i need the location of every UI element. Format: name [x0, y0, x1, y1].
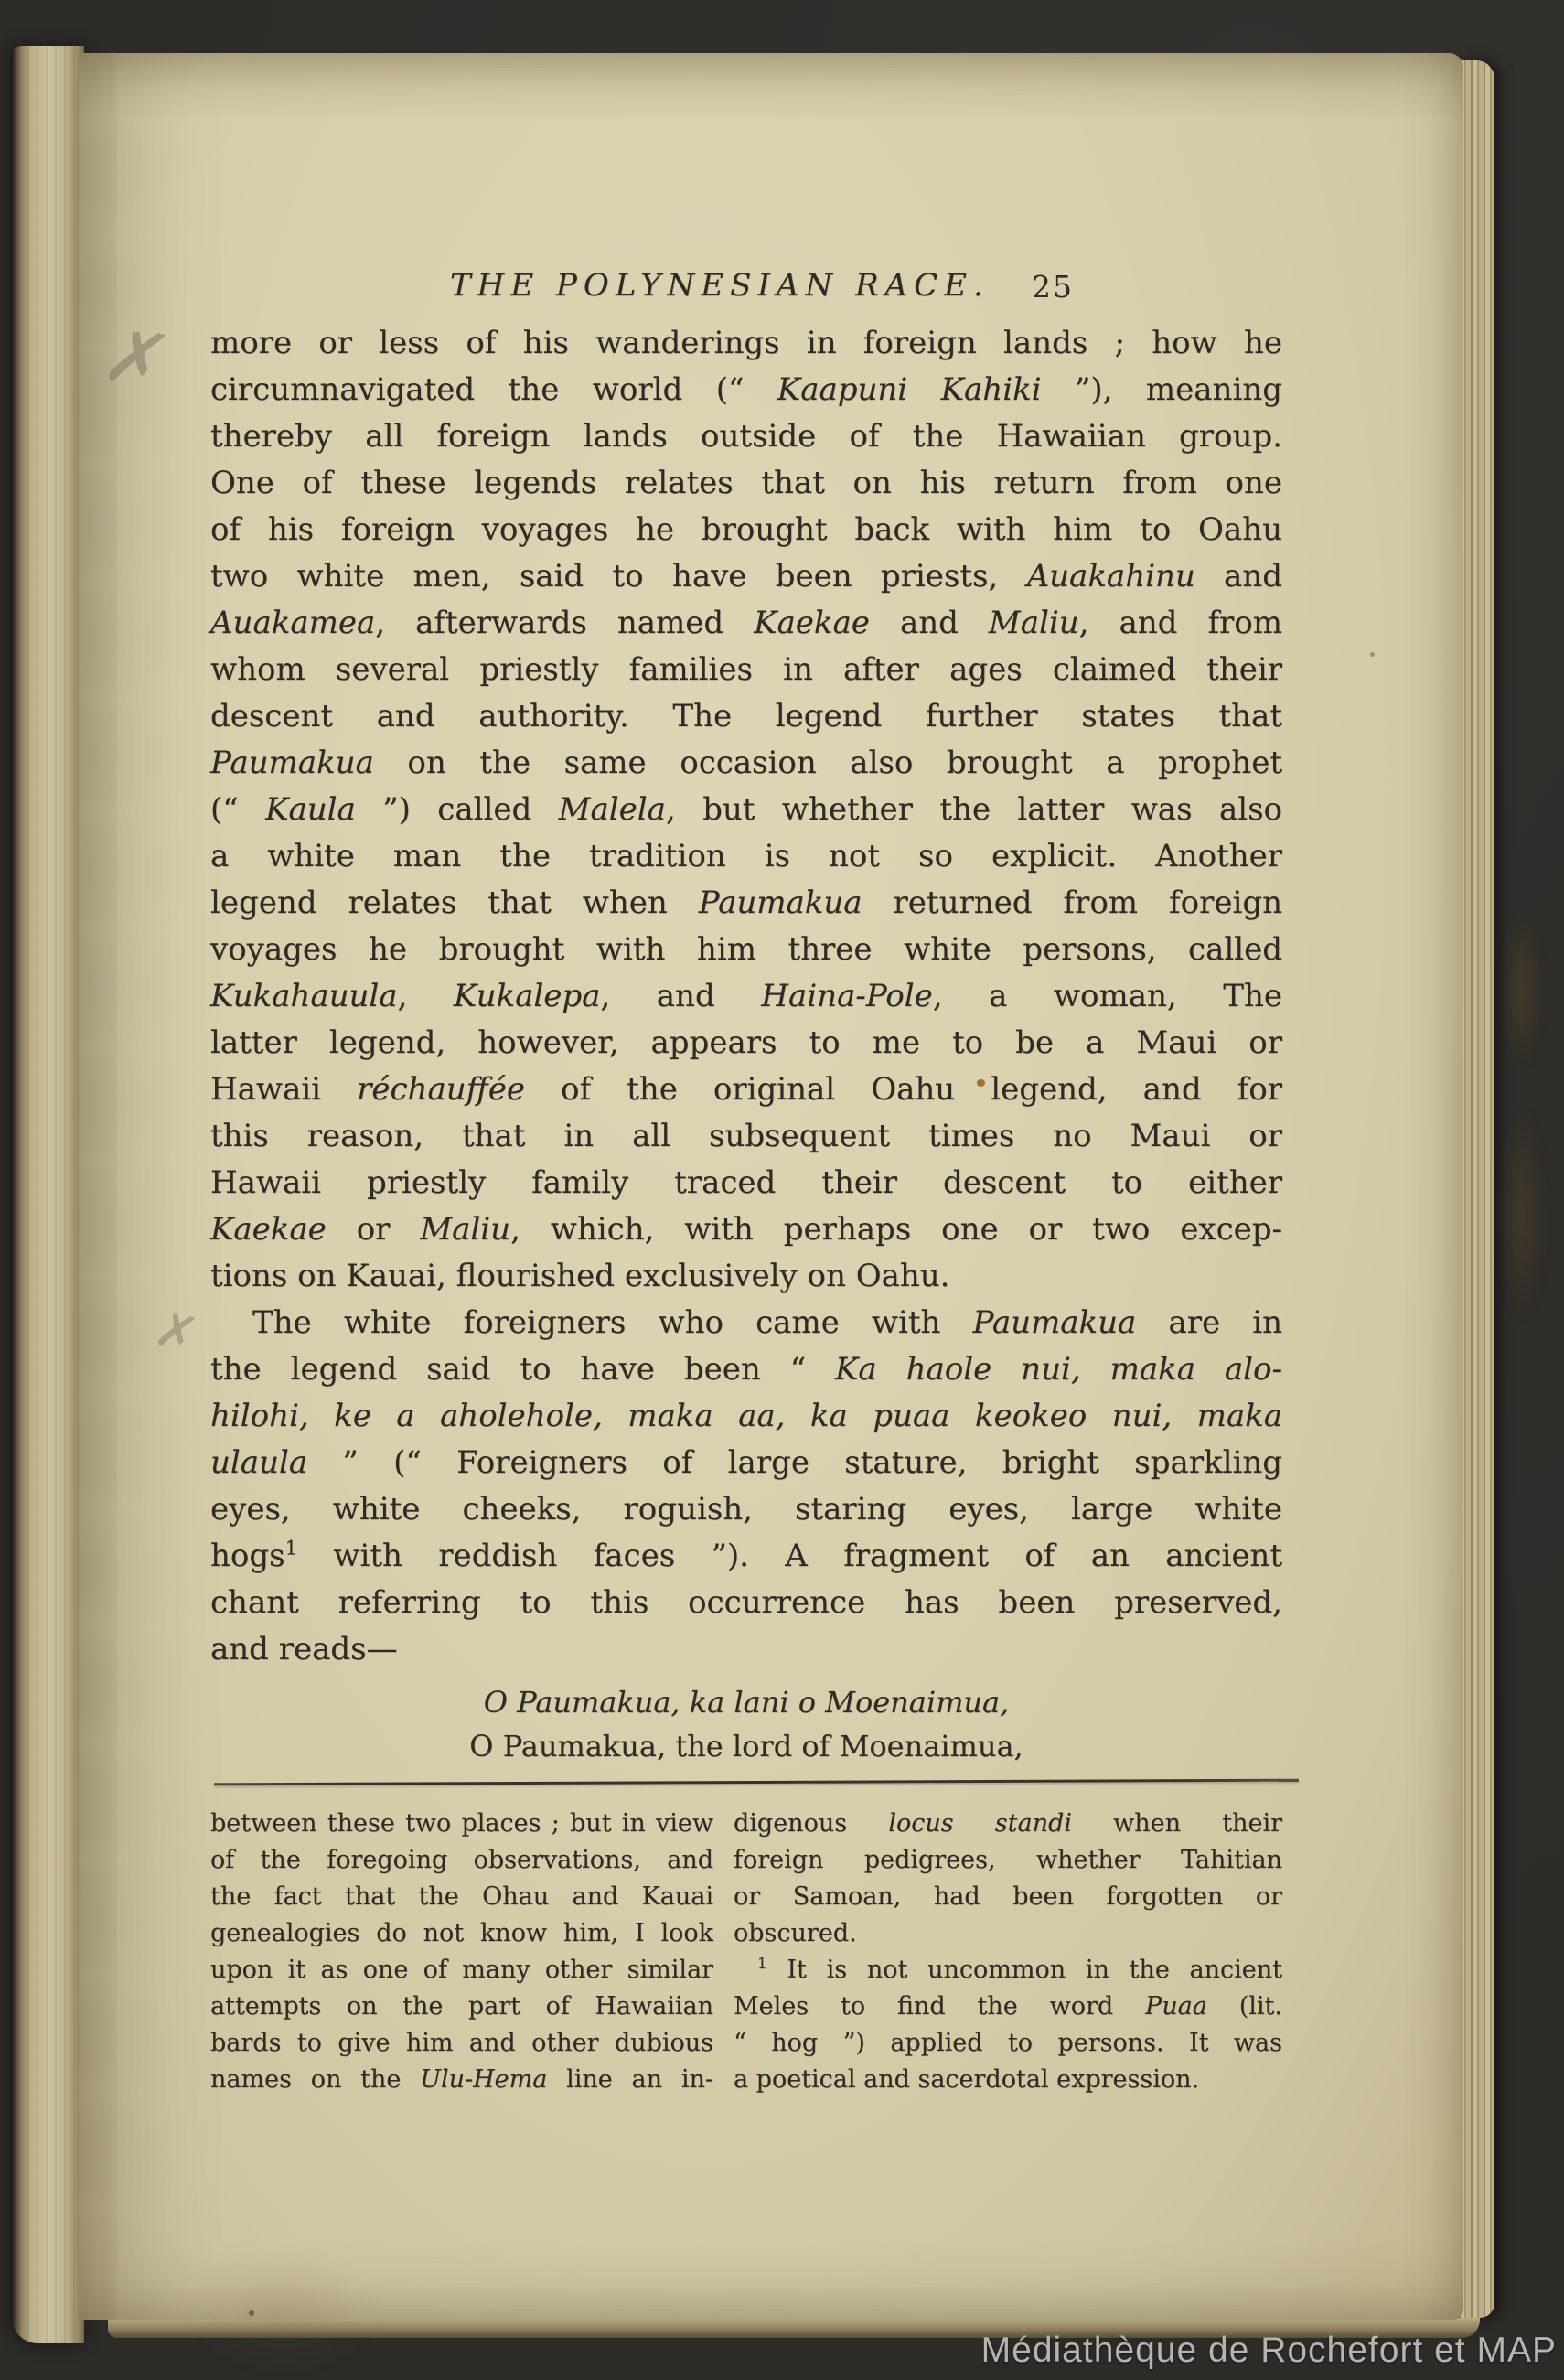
text-line: and reads— — [210, 1631, 398, 1667]
footnote-column-left — [210, 1806, 713, 2098]
text-line: Hawaii priestly family traced their descent to either — [210, 1164, 1282, 1201]
library-watermark: Médiathèque de Rochefort et MAP — [980, 2331, 1557, 2370]
text-line: latter legend, however, appears to me to be a Maui or — [210, 1024, 1282, 1061]
text-line: hogs$^1$ with reddish faces ”). A fragment of an ancient — [210, 1536, 1282, 1574]
text-line: a poetical and sacerdotal expression. — [734, 2065, 1200, 2094]
text-line: hilohi, ke a aholehole, maka aa, ka puaa keokeo nui, maka — [210, 1398, 1282, 1434]
foxing-speck — [249, 2310, 254, 2316]
text-line: or Samoan, had been forgotten or — [734, 1882, 1282, 1911]
text-line: descent and authority. The legend further states that — [210, 698, 1282, 734]
page-title: THE POLYNESIAN RACE. — [450, 267, 990, 304]
text-line: The white foreigners who came with Paumakua are in — [252, 1304, 1282, 1341]
text-line: Meles to find the word Puaa (lit. — [734, 1992, 1282, 2021]
text-line: bards to give him and other dubious — [210, 2029, 713, 2057]
page-number: 25 — [1032, 269, 1074, 305]
text-line: two white men, said to have been priests, Auakahinu and — [210, 558, 1282, 595]
footnote-1 — [734, 1952, 1282, 2098]
fore-edge-page-stack — [1460, 60, 1494, 2318]
text-line: legend relates that when Paumakua returned from foreign — [210, 884, 1282, 921]
text-line: chant referring to this occurrence has been preserved, — [210, 1584, 1282, 1621]
text-line: whom several priestly families in after ages claimed their — [210, 651, 1282, 688]
running-header — [210, 267, 1284, 311]
text-line: a white man the tradition is not so explicit. Another — [210, 838, 1282, 874]
text-line: ulaula ” (“ Foreigners of large stature, bright sparkling — [210, 1444, 1282, 1481]
edge-stain — [1502, 913, 1542, 1068]
text-line: of the foregoing observations, and — [210, 1846, 713, 1874]
text-line: tions on Kauai, flourished exclusively on Oahu. — [210, 1258, 950, 1294]
text-line: obscured. — [734, 1919, 857, 1947]
text-line: One of these legends relates that on his return from one — [210, 465, 1282, 501]
pencil-mark-x: ✗ — [94, 312, 179, 404]
text-line: Paumakua on the same occasion also brought a prophet — [210, 745, 1282, 781]
footnote-rule — [214, 1779, 1299, 1786]
footnote-continuation — [734, 1806, 1282, 1952]
text-line: more or less of his wanderings in foreign lands ; how he — [210, 325, 1282, 361]
text-line: Kaekae or Maliu, which, with perhaps one or two excep- — [210, 1211, 1283, 1248]
text-line: thereby all foreign lands outside of the Hawaiian group. — [210, 418, 1282, 455]
text-line: digenous locus standi when their — [734, 1809, 1283, 1838]
main-text — [210, 320, 1282, 2098]
text-line: of his foreign voyages he brought back with him to Oahu — [210, 511, 1282, 548]
text-line: Auakamea, afterwards named Kaekae and Maliu, and from — [210, 605, 1282, 641]
text-line: the legend said to have been “ Ka haole nui, maka alo- — [210, 1351, 1283, 1388]
gutter-page-stack — [11, 46, 84, 2343]
text-line: circumnavigated the world (“ Kaapuni Kahiki ”), meaning — [210, 371, 1282, 408]
paragraph-1 — [210, 320, 1282, 1300]
text-line: O Paumakua, the lord of Moenaimua, — [469, 1729, 1023, 1764]
paragraph-2 — [210, 1300, 1282, 1673]
text-line: $^1$ It is not uncommon in the ancient — [757, 1954, 1282, 1984]
text-line: between these two places ; but in view — [210, 1809, 713, 1838]
text-line: foreign pedigrees, whether Tahitian — [734, 1846, 1282, 1874]
text-line: (“ Kaula ”) called Malela, but whether the latter was also — [210, 791, 1283, 828]
text-line: genealogies do not know him, I look — [210, 1919, 713, 1947]
text-line: eyes, white cheeks, roguish, staring eyes, large white — [210, 1491, 1282, 1528]
chant-verse — [210, 1680, 1282, 1768]
text-line: Hawaii réchauffée of the original Oahu legend, and for — [210, 1071, 1282, 1108]
text-line: names on the Ulu-Hema line an in- — [210, 2065, 713, 2094]
footnote-column-right — [734, 1806, 1282, 2098]
paper-stain — [188, 2248, 380, 2376]
text-line: upon it as one of many other similar — [210, 1956, 713, 1984]
text-line: O Paumakua, ka lani o Moenaimua, — [483, 1685, 1010, 1720]
text-line: the fact that the Ohau and Kauai — [210, 1882, 713, 1911]
footnotes — [210, 1806, 1282, 2098]
foxing-speck — [1370, 652, 1375, 657]
text-line: “ hog ”) applied to persons. It was — [734, 2029, 1282, 2057]
text-line: attempts on the part of Hawaiian — [210, 1992, 713, 2021]
text-line: this reason, that in all subsequent times no Maui or — [210, 1118, 1282, 1154]
text-line: voyages he brought with him three white persons, called — [210, 931, 1282, 968]
edge-stain — [1498, 1105, 1546, 1324]
text-line: Kukahauula, Kukalepa, and Haina-Pole, a woman, The — [210, 978, 1282, 1014]
pencil-mark-x: ✗ — [148, 1299, 204, 1366]
